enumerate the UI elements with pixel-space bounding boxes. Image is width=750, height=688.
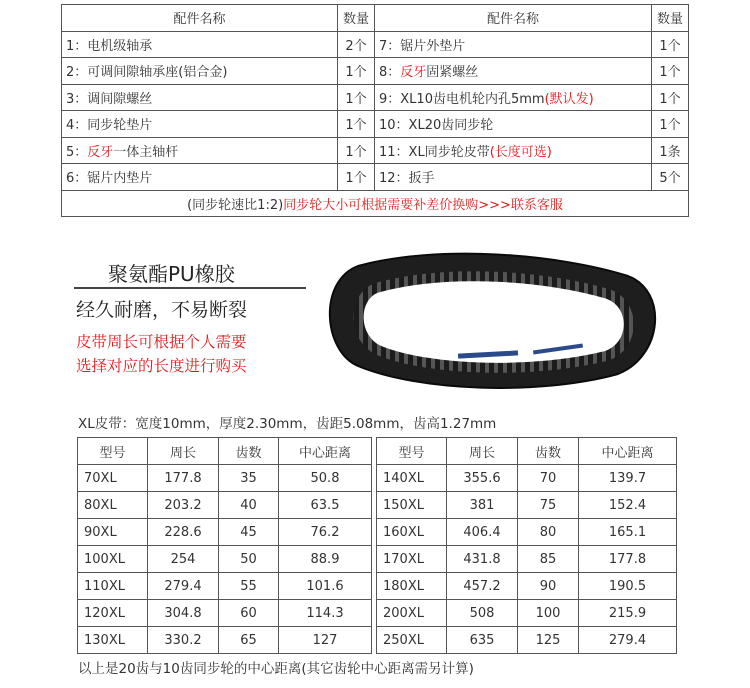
part-name: 4：同步轮垫片 <box>62 111 338 138</box>
parts-row <box>62 31 689 58</box>
header-qty: 数量 <box>338 5 375 32</box>
belt-model: 110XL <box>78 573 148 600</box>
part-qty: 1个 <box>338 137 375 164</box>
header-model: 型号 <box>377 438 447 465</box>
belt-perimeter: 254 <box>148 546 219 573</box>
part-name-text: 11：XL同步轮皮带 <box>379 144 490 160</box>
belt-specs: XL皮带：宽度10mm，厚度2.30mm，齿距5.08mm，齿高1.27mm <box>78 416 497 432</box>
pointer-line <box>74 287 306 289</box>
part-name-highlight: 反牙 <box>400 65 427 81</box>
parts-note <box>62 190 689 216</box>
belt-perimeter: 355.6 <box>447 465 518 492</box>
part-name <box>375 137 652 164</box>
belt-center-distance: 152.4 <box>579 492 677 519</box>
belt-model: 70XL <box>78 465 148 492</box>
belt-model: 130XL <box>78 627 148 654</box>
belt-perimeter: 304.8 <box>148 600 219 627</box>
belt-model: 170XL <box>377 546 447 573</box>
size-row <box>78 573 372 600</box>
header-teeth: 齿数 <box>219 438 279 465</box>
belt-center-distance: 114.3 <box>279 600 372 627</box>
belt-model: 90XL <box>78 519 148 546</box>
size-row <box>377 600 677 627</box>
parts-row <box>62 164 689 191</box>
belt-perimeter: 177.8 <box>148 465 219 492</box>
part-name-highlight: (默认发) <box>544 91 594 107</box>
belt-perimeter: 203.2 <box>148 492 219 519</box>
belt-teeth: 40 <box>219 492 279 519</box>
size-row <box>78 492 372 519</box>
part-name-text: 一体主轴杆 <box>113 144 179 160</box>
header-teeth: 齿数 <box>518 438 579 465</box>
belt-teeth: 75 <box>518 492 579 519</box>
parts-row <box>62 58 689 85</box>
size-header-row <box>78 438 372 465</box>
belt-teeth: 65 <box>219 627 279 654</box>
timing-belt-image <box>318 246 668 396</box>
part-name: 6：锯片内垫片 <box>62 164 338 191</box>
size-row <box>78 465 372 492</box>
belt-teeth: 60 <box>219 600 279 627</box>
header-perimeter: 周长 <box>148 438 219 465</box>
belt-teeth: 90 <box>518 573 579 600</box>
contact-service-note: 同步轮大小可根据需要补差价换购>>>联系客服 <box>283 197 563 213</box>
belt-center-distance: 177.8 <box>579 546 677 573</box>
speed-ratio-note: (同步轮速比1:2) <box>187 197 284 213</box>
part-qty: 1个 <box>652 31 689 58</box>
part-name: 12：扳手 <box>375 164 652 191</box>
parts-table <box>61 4 689 217</box>
belt-model: 250XL <box>377 627 447 654</box>
belt-teeth: 100 <box>518 600 579 627</box>
belt-perimeter: 508 <box>447 600 518 627</box>
belt-center-distance: 101.6 <box>279 573 372 600</box>
part-qty: 1个 <box>338 58 375 85</box>
belt-model: 150XL <box>377 492 447 519</box>
part-name: 1：电机级轴承 <box>62 31 338 58</box>
size-header-row <box>377 438 677 465</box>
parts-row <box>62 84 689 111</box>
belt-perimeter: 330.2 <box>148 627 219 654</box>
size-row <box>78 627 372 654</box>
parts-note-row <box>62 190 689 216</box>
belt-perimeter: 635 <box>447 627 518 654</box>
part-name: 2：可调间隙轴承座(铝合金) <box>62 58 338 85</box>
header-part-name: 配件名称 <box>62 5 338 32</box>
part-qty: 1条 <box>652 137 689 164</box>
center-distance-footnote: 以上是20齿与10齿同步轮的中心距离(其它齿轮中心距离需另计算) <box>78 661 474 677</box>
belt-perimeter: 457.2 <box>447 573 518 600</box>
part-name-text: 8： <box>379 65 401 81</box>
belt-model: 160XL <box>377 519 447 546</box>
belt-model: 120XL <box>78 600 148 627</box>
belt-center-distance: 279.4 <box>579 627 677 654</box>
part-qty: 1个 <box>338 111 375 138</box>
part-name <box>62 137 338 164</box>
belt-center-distance: 215.9 <box>579 600 677 627</box>
belt-center-distance: 63.5 <box>279 492 372 519</box>
size-row <box>377 465 677 492</box>
belt-perimeter: 406.4 <box>447 519 518 546</box>
part-name-text: 5： <box>66 144 88 160</box>
belt-teeth: 85 <box>518 546 579 573</box>
size-table-left <box>77 437 372 654</box>
header-center-distance: 中心距离 <box>279 438 372 465</box>
part-qty: 1个 <box>652 84 689 111</box>
part-name-text: 固紧螺丝 <box>426 65 479 81</box>
belt-teeth: 35 <box>219 465 279 492</box>
size-row <box>377 492 677 519</box>
belt-model: 100XL <box>78 546 148 573</box>
belt-center-distance: 127 <box>279 627 372 654</box>
belt-teeth: 80 <box>518 519 579 546</box>
durability-label: 经久耐磨，不易断裂 <box>76 299 248 321</box>
belt-center-distance: 165.1 <box>579 519 677 546</box>
belt-model: 80XL <box>78 492 148 519</box>
parts-header-row <box>62 5 689 32</box>
belt-teeth: 45 <box>219 519 279 546</box>
part-name: 7：锯片外垫片 <box>375 31 652 58</box>
part-name-highlight: 反牙 <box>87 144 114 160</box>
size-row <box>78 519 372 546</box>
size-table-right <box>376 437 677 654</box>
part-name: 3：调间隙螺丝 <box>62 84 338 111</box>
belt-center-distance: 139.7 <box>579 465 677 492</box>
size-row <box>377 546 677 573</box>
belt-teeth: 55 <box>219 573 279 600</box>
header-center-distance: 中心距离 <box>579 438 677 465</box>
belt-perimeter: 381 <box>447 492 518 519</box>
size-row <box>377 519 677 546</box>
header-perimeter: 周长 <box>447 438 518 465</box>
parts-row <box>62 137 689 164</box>
belt-center-distance: 50.8 <box>279 465 372 492</box>
part-name-text: 9：XL10齿电机轮内孔5mm <box>379 91 545 107</box>
belt-model: 180XL <box>377 573 447 600</box>
size-row <box>377 627 677 654</box>
belt-teeth: 125 <box>518 627 579 654</box>
part-name <box>375 84 652 111</box>
length-note-line2: 选择对应的长度进行购买 <box>76 357 247 375</box>
length-note-line1: 皮带周长可根据个人需要 <box>76 333 247 351</box>
belt-perimeter: 431.8 <box>447 546 518 573</box>
belt-perimeter: 279.4 <box>148 573 219 600</box>
parts-row <box>62 111 689 138</box>
belt-perimeter: 228.6 <box>148 519 219 546</box>
size-row <box>78 546 372 573</box>
belt-teeth: 70 <box>518 465 579 492</box>
part-qty: 1个 <box>652 111 689 138</box>
belt-model: 200XL <box>377 600 447 627</box>
belt-center-distance: 88.9 <box>279 546 372 573</box>
material-label: 聚氨酯PU橡胶 <box>108 262 235 286</box>
part-name-highlight: (长度可选) <box>489 144 552 160</box>
size-row <box>78 600 372 627</box>
part-name: 10：XL20齿同步轮 <box>375 111 652 138</box>
part-qty: 5个 <box>652 164 689 191</box>
header-model: 型号 <box>78 438 148 465</box>
belt-teeth: 50 <box>219 546 279 573</box>
size-row <box>377 573 677 600</box>
part-qty: 1个 <box>652 58 689 85</box>
belt-center-distance: 76.2 <box>279 519 372 546</box>
part-qty: 1个 <box>338 84 375 111</box>
header-qty: 数量 <box>652 5 689 32</box>
part-name <box>375 58 652 85</box>
belt-center-distance: 190.5 <box>579 573 677 600</box>
part-qty: 2个 <box>338 31 375 58</box>
part-qty: 1个 <box>338 164 375 191</box>
belt-model: 140XL <box>377 465 447 492</box>
header-part-name: 配件名称 <box>375 5 652 32</box>
